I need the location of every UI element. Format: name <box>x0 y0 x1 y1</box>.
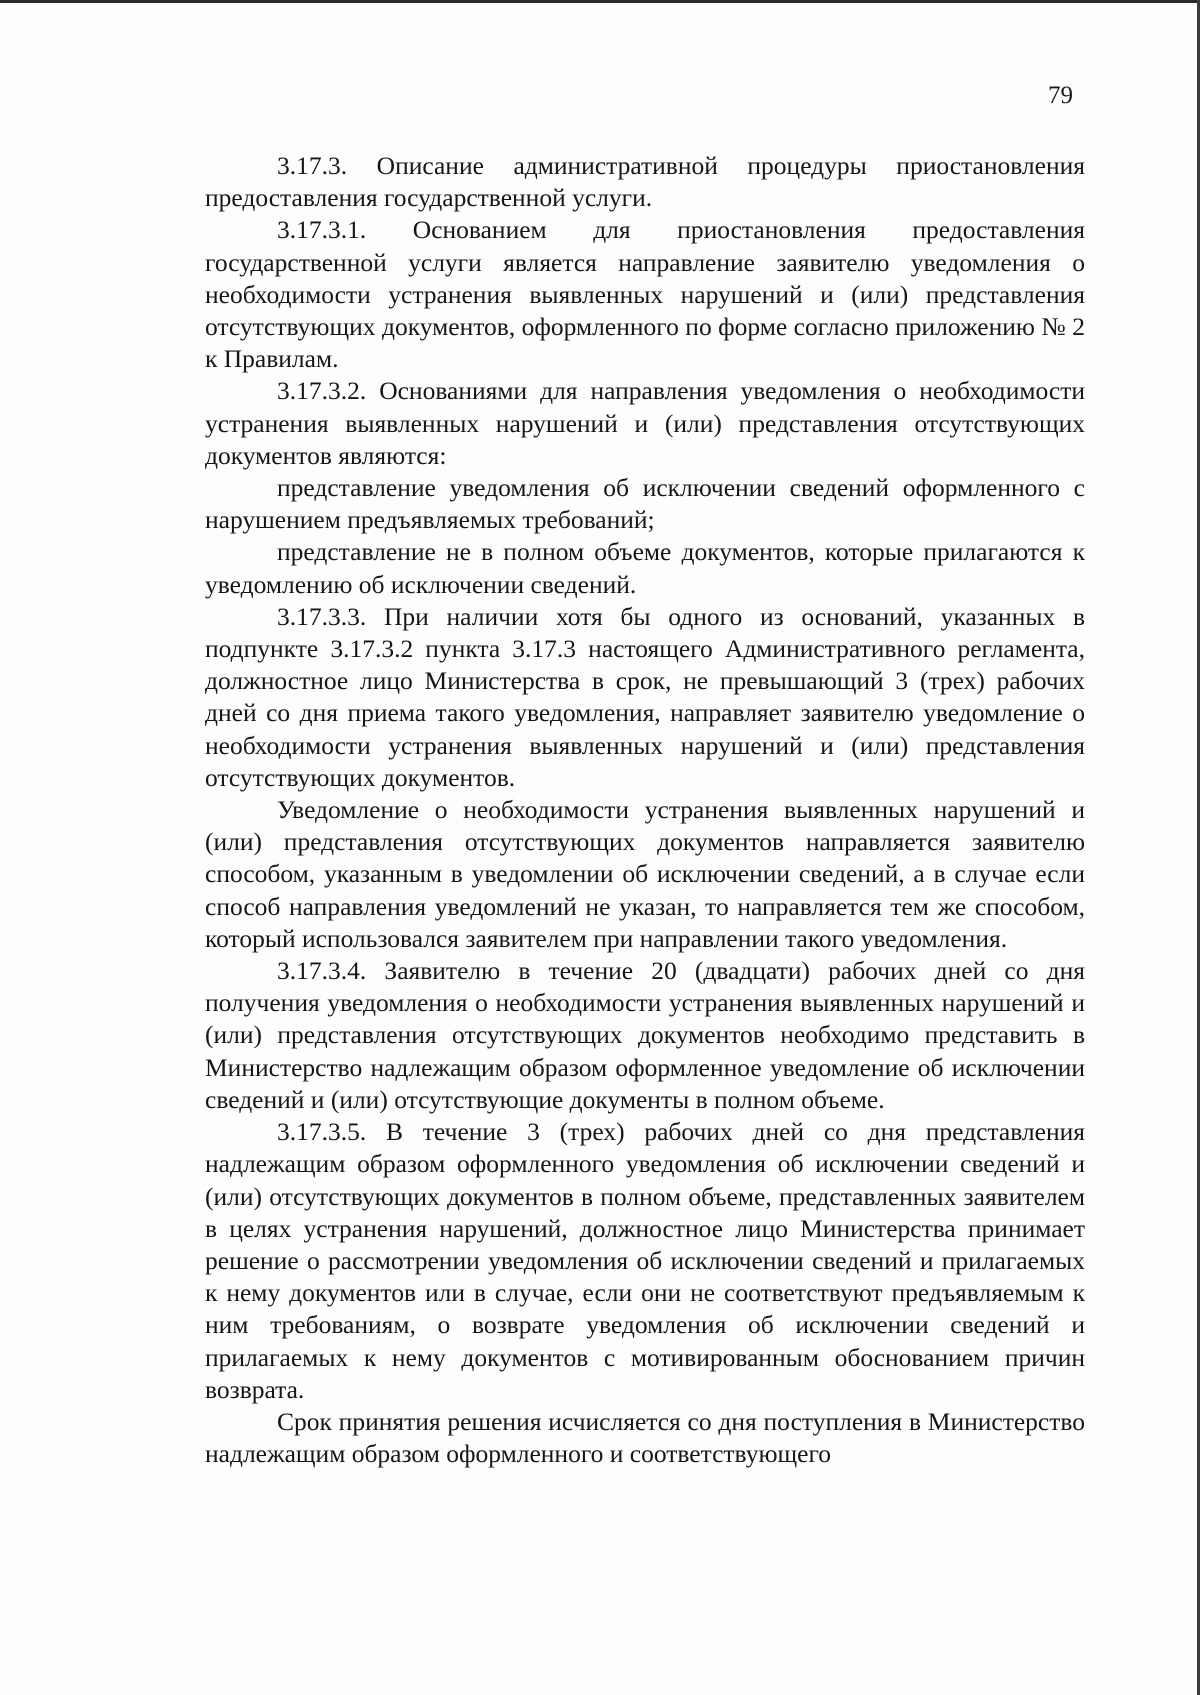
paragraph-ground-1: представление уведомления об исключении сведений оформленного с нарушением предъявляемых требований; <box>205 473 1085 535</box>
paragraph-3-17-3: 3.17.3. Описание административной процедуры приостановления предоставления государственной услуги. <box>205 151 1085 213</box>
paragraph-3-17-3-3: 3.17.3.3. При наличии хотя бы одного из оснований, указанных в подпункте 3.17.3.2 пункта 3.17.3 настоящего Административного регламента, должностное лицо Министерства в срок, не превышающий 3 (трех) рабочих дней со дня приема такого уведомления, направляет заявителю уведомление о необходимости устранения выявленных нарушений и (или) представления отсутствующих документов. <box>205 601 1085 792</box>
page-number: 79 <box>1048 82 1073 109</box>
body-text <box>205 150 1085 1470</box>
paragraph-3-17-3-5: 3.17.3.5. В течение 3 (трех) рабочих дней со дня представления надлежащим образом оформленного уведомления об исключении сведений и (или) отсутствующих документов в полном объеме, представленных заявителем в целях устранения нарушений, должностное лицо Министерства принимает решение о рассмотрении уведомления об исключении сведений и прилагаемых к нему документов или в случае, если они не соответствуют предъявляемым к ним требованиям, о возврате уведомления об исключении сведений и прилагаемых к нему документов с мотивированным обоснованием причин возврата. <box>205 1117 1085 1404</box>
paragraph-decision-term: Срок принятия решения исчисляется со дня поступления в Министерство надлежащим образом оформленного и соответствующего <box>205 1406 1085 1469</box>
paragraph-3-17-3-1: 3.17.3.1. Основанием для приостановления предоставления государственной услуги является направление заявителю уведомления о необходимости устранения выявленных нарушений и (или) представления отсутствующих документов, оформленного по форме согласно приложению № 2 к Правилам. <box>205 215 1085 374</box>
paragraph-notification-method: Уведомление о необходимости устранения выявленных нарушений и (или) представления отсутствующих документов направляется заявителю способом, указанным в уведомлении об исключении сведений, а в случае если способ направления уведомлений не указан, то направляется тем же способом, который использовался заявителем при направлении такого уведомления. <box>205 795 1085 953</box>
paragraph-ground-2: представление не в полном объеме документов, которые прилагаются к уведомлению об исключении сведений. <box>205 537 1085 599</box>
paragraph-3-17-3-4: 3.17.3.4. Заявителю в течение 20 (двадцати) рабочих дней со дня получения уведомления о необходимости устранения выявленных нарушений и (или) представления отсутствующих документов необходимо представить в Министерство надлежащим образом оформленное уведомление об исключении сведений и (или) отсутствующие документы в полном объеме. <box>205 956 1085 1114</box>
scan-border-top <box>0 0 1200 3</box>
paragraph-3-17-3-2: 3.17.3.2. Основаниями для направления уведомления о необходимости устранения выявленных нарушений и (или) представления отсутствующих документов являются: <box>205 376 1085 470</box>
